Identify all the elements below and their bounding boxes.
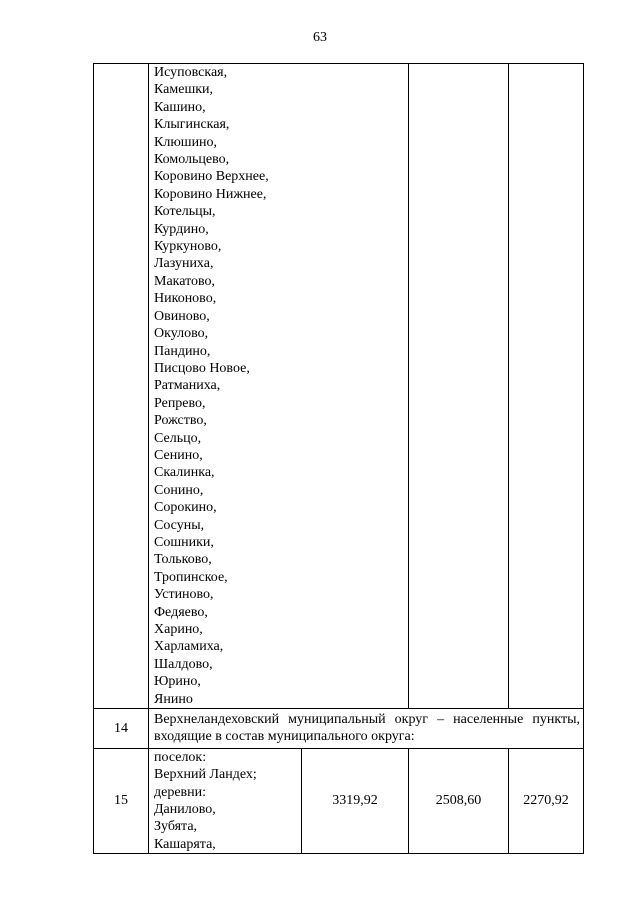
value-cell (509, 64, 584, 709)
settlement-name: Лазуниха, (154, 256, 214, 272)
settlement-name: Юрино, (154, 674, 201, 690)
settlement-name: Коровино Верхнее, (154, 169, 269, 185)
settlement-name: Рожство, (154, 413, 207, 429)
settlement-name: Кашарята, (154, 836, 216, 852)
settlement-name: Сонино, (154, 482, 204, 498)
settlement-name: Кашино, (154, 99, 206, 115)
settlement-name: Зубята, (154, 819, 198, 835)
settlement-name: Верхний Ландех; (154, 767, 257, 783)
settlement-names-cell (149, 64, 409, 709)
row-number-cell (94, 64, 149, 709)
settlement-name: Клюшино, (154, 134, 218, 150)
settlement-name: поселок: (154, 749, 207, 765)
settlement-name: Клыгинская, (154, 117, 230, 133)
municipal-district-heading: Верхнеландеховский муниципальный округ – населенные пункты, входящие в состав муниципального округа: (149, 709, 584, 749)
settlement-names-cell (149, 748, 302, 853)
settlement-name: Окулово, (154, 326, 209, 342)
settlement-name: Сошники, (154, 534, 214, 550)
settlement-name: Харино, (154, 622, 203, 637)
row-number-cell: 15 (94, 748, 149, 853)
value-cell: 2270,92 (509, 748, 584, 853)
settlement-name: Янино (154, 691, 193, 707)
settlement-name: Курдино, (154, 221, 209, 237)
settlement-name: Скалинка, (154, 465, 215, 481)
settlement-list (154, 749, 301, 853)
settlement-name: Исуповская, (154, 65, 228, 80)
value-cell: 3319,92 (302, 748, 409, 853)
settlement-name: Никоново, (154, 291, 217, 307)
settlements-table (93, 63, 584, 854)
table-row (94, 709, 584, 749)
settlement-name: Макатово, (154, 273, 216, 289)
settlement-name: Комольцево, (154, 152, 230, 168)
settlement-name: Куркуново, (154, 239, 222, 255)
settlement-name: Тропинское, (154, 569, 228, 585)
settlement-name: Овиново, (154, 308, 210, 324)
table-row (94, 748, 584, 853)
settlement-name: Сенино, (154, 447, 203, 463)
settlement-name: Данилово, (154, 802, 216, 818)
settlement-name: Федяево, (154, 604, 208, 620)
settlement-name: Устиново, (154, 587, 214, 603)
settlement-name: Пандино, (154, 343, 211, 359)
settlement-name: Шалдово, (154, 656, 213, 672)
value-cell: 2508,60 (409, 748, 509, 853)
settlement-name: Ратманиха, (154, 378, 221, 394)
settlement-name: Сосуны, (154, 517, 205, 533)
settlement-name: Писцово Новое, (154, 360, 250, 376)
settlement-name: Сорокино, (154, 500, 217, 516)
settlement-name: Камешки, (154, 82, 214, 98)
settlement-name: Коровино Нижнее, (154, 186, 267, 202)
page-number: 63 (313, 30, 327, 45)
table-row (94, 64, 584, 709)
settlement-name: Тольково, (154, 552, 212, 568)
settlement-name: Репрево, (154, 395, 206, 411)
settlement-name: Харламиха, (154, 639, 224, 655)
row-number-cell: 14 (94, 709, 149, 749)
value-cell (409, 64, 509, 709)
settlement-name: деревни: (154, 784, 207, 800)
settlement-name: Сельцо, (154, 430, 202, 446)
settlement-list (154, 64, 408, 708)
settlement-name: Котельцы, (154, 204, 216, 220)
